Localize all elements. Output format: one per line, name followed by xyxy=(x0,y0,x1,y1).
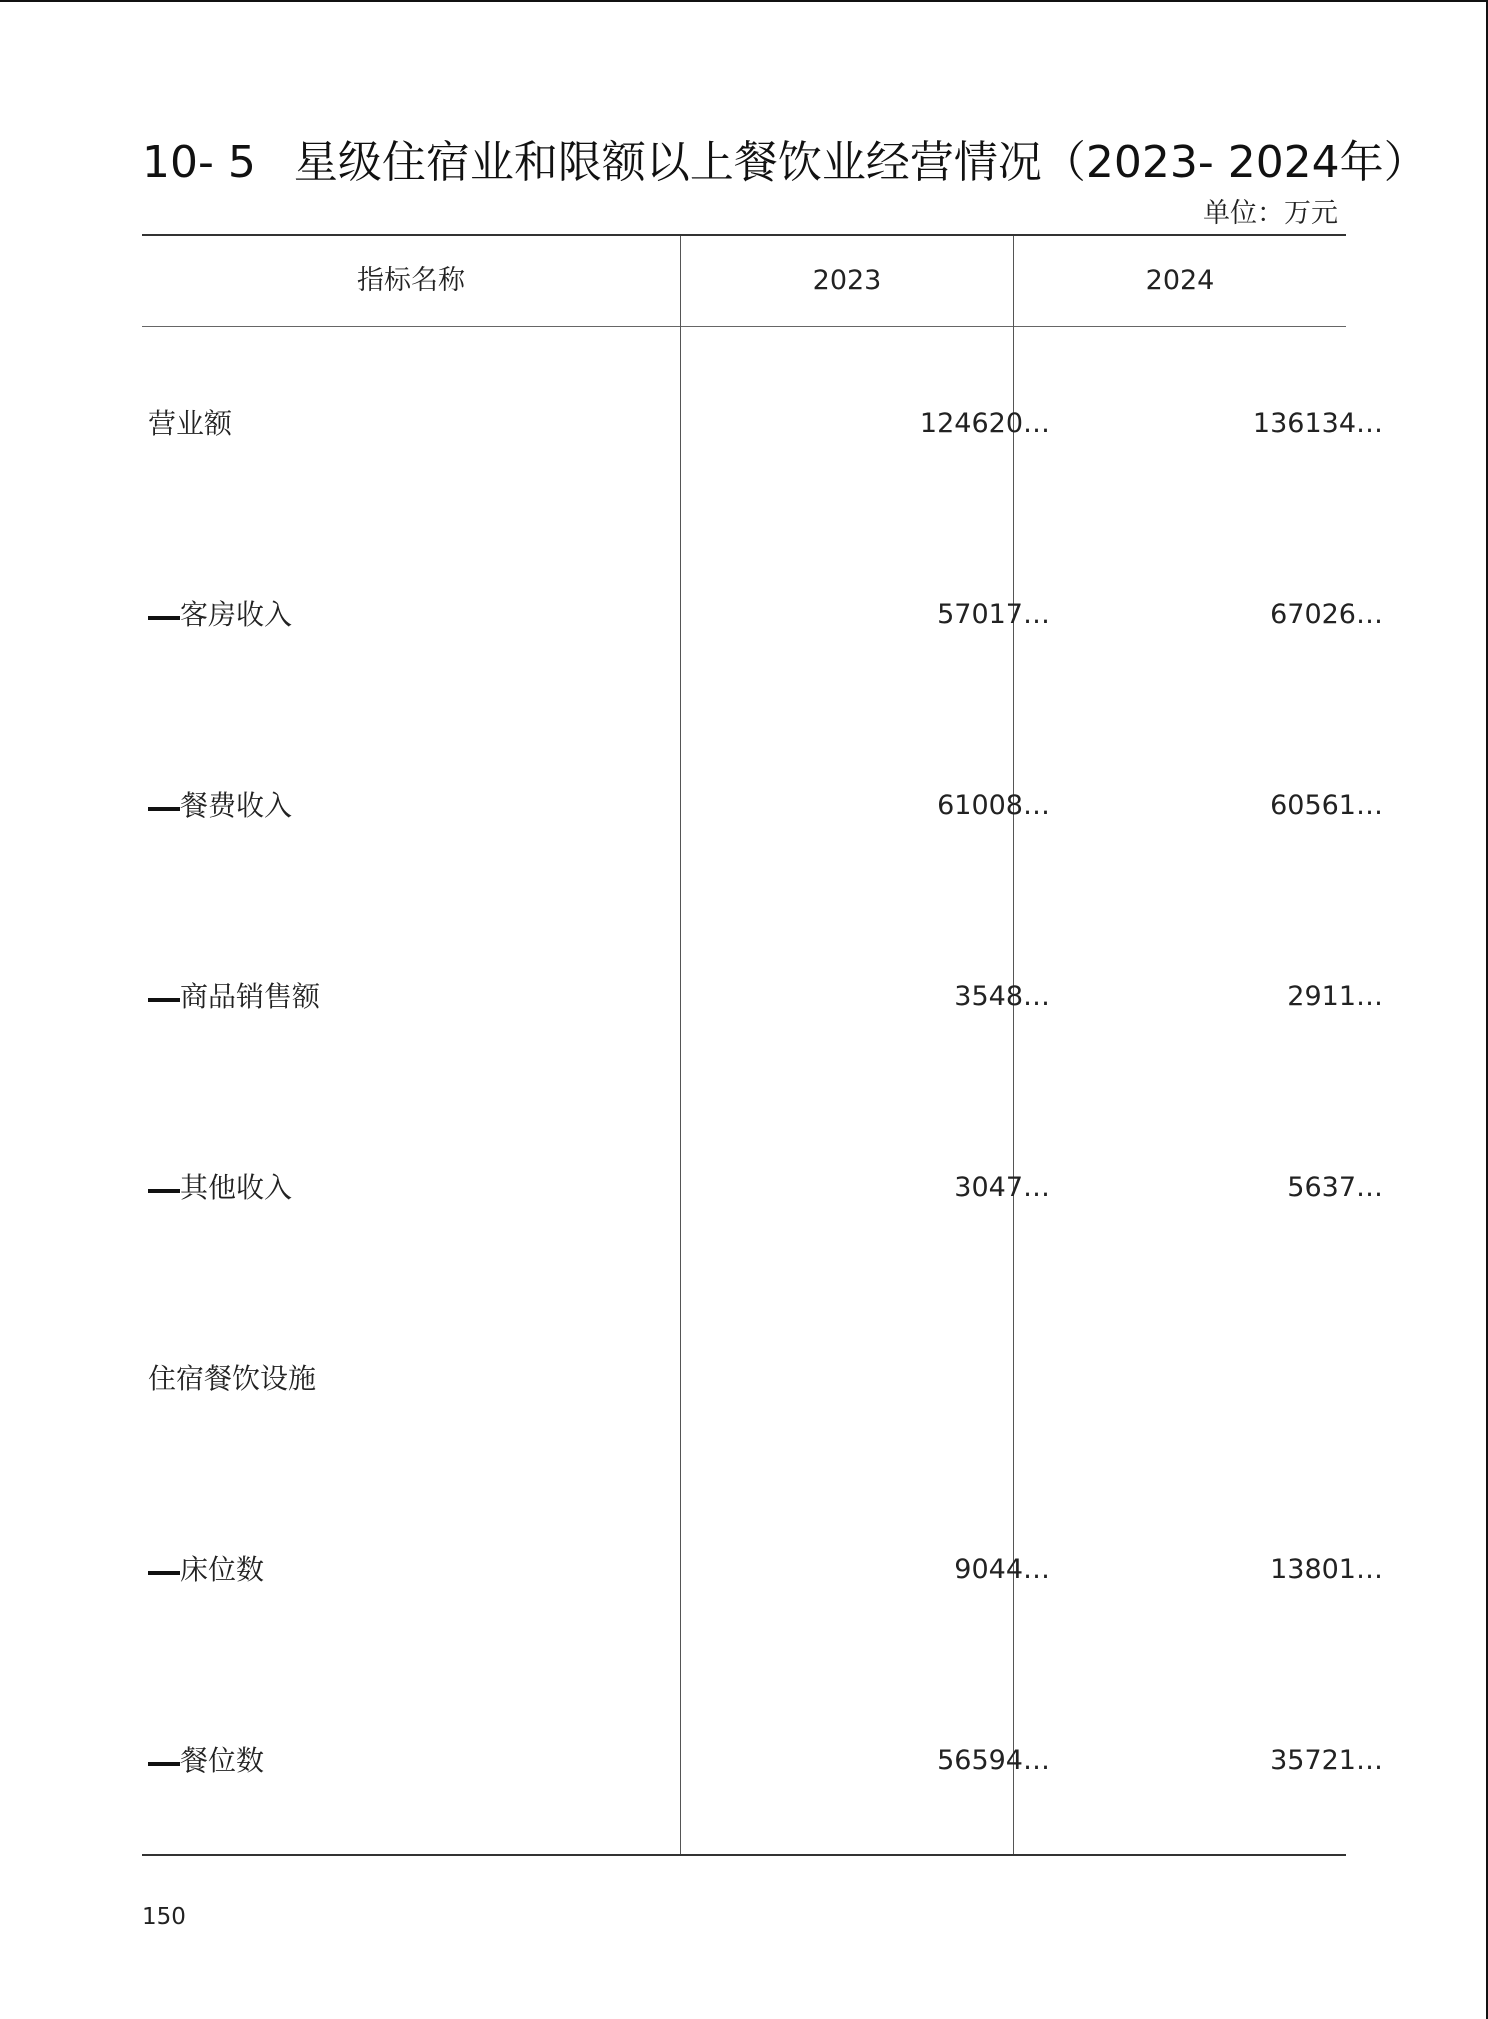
value-2024: 67026… xyxy=(1270,599,1383,630)
value-2024: 5637… xyxy=(1287,1172,1383,1203)
value-2023: 61008… xyxy=(937,790,1050,821)
table-row xyxy=(142,595,1383,635)
table-row xyxy=(142,1550,1383,1590)
value-2024: 136134… xyxy=(1252,408,1383,439)
value-2023: 3047… xyxy=(954,1172,1050,1203)
table-row xyxy=(142,1741,1383,1781)
row-label: 其他收入 xyxy=(148,1168,292,1208)
value-2023 xyxy=(682,1359,1050,1399)
column-divider xyxy=(680,236,681,1854)
row-label: 餐费收入 xyxy=(148,786,292,826)
row-label: 商品销售额 xyxy=(148,977,320,1017)
value-2024 xyxy=(1015,1359,1383,1399)
table-row xyxy=(142,404,1383,444)
value-2024: 13801… xyxy=(1270,1554,1383,1585)
table-row xyxy=(142,1359,1346,1399)
table-title xyxy=(142,132,1428,194)
header-bottom-rule xyxy=(142,326,1346,327)
page-number: 150 xyxy=(142,1904,186,1930)
table-title-text: 星级住宿业和限额以上餐饮业经营情况（2023- 2024年） xyxy=(293,137,1428,188)
page-top-border xyxy=(0,0,1488,2)
table-row xyxy=(142,977,1383,1017)
unit-label: 单位：万元 xyxy=(1203,198,1338,229)
value-2023: 9044… xyxy=(954,1554,1050,1585)
table-number: 10- 5 xyxy=(142,137,256,188)
row-label: 床位数 xyxy=(148,1550,264,1590)
value-2024: 2911… xyxy=(1287,981,1383,1012)
value-2023: 57017… xyxy=(937,599,1050,630)
value-2023: 56594… xyxy=(937,1745,1050,1776)
value-2023: 124620… xyxy=(919,408,1050,439)
header-year-2023: 2023 xyxy=(812,265,882,296)
value-2024: 60561… xyxy=(1270,790,1383,821)
header-year-2024: 2024 xyxy=(1145,265,1215,296)
row-label: 营业额 xyxy=(148,407,233,440)
column-divider xyxy=(1013,236,1014,1854)
header-indicator-name: 指标名称 xyxy=(357,265,465,296)
row-label: 客房收入 xyxy=(148,595,292,635)
row-label: 住宿餐饮设施 xyxy=(148,1362,317,1395)
value-2024: 35721… xyxy=(1270,1745,1383,1776)
table-row xyxy=(142,1168,1383,1208)
row-label: 餐位数 xyxy=(148,1741,264,1781)
table-row xyxy=(142,786,1383,826)
table-bottom-rule xyxy=(142,1854,1346,1856)
value-2023: 3548… xyxy=(954,981,1050,1012)
